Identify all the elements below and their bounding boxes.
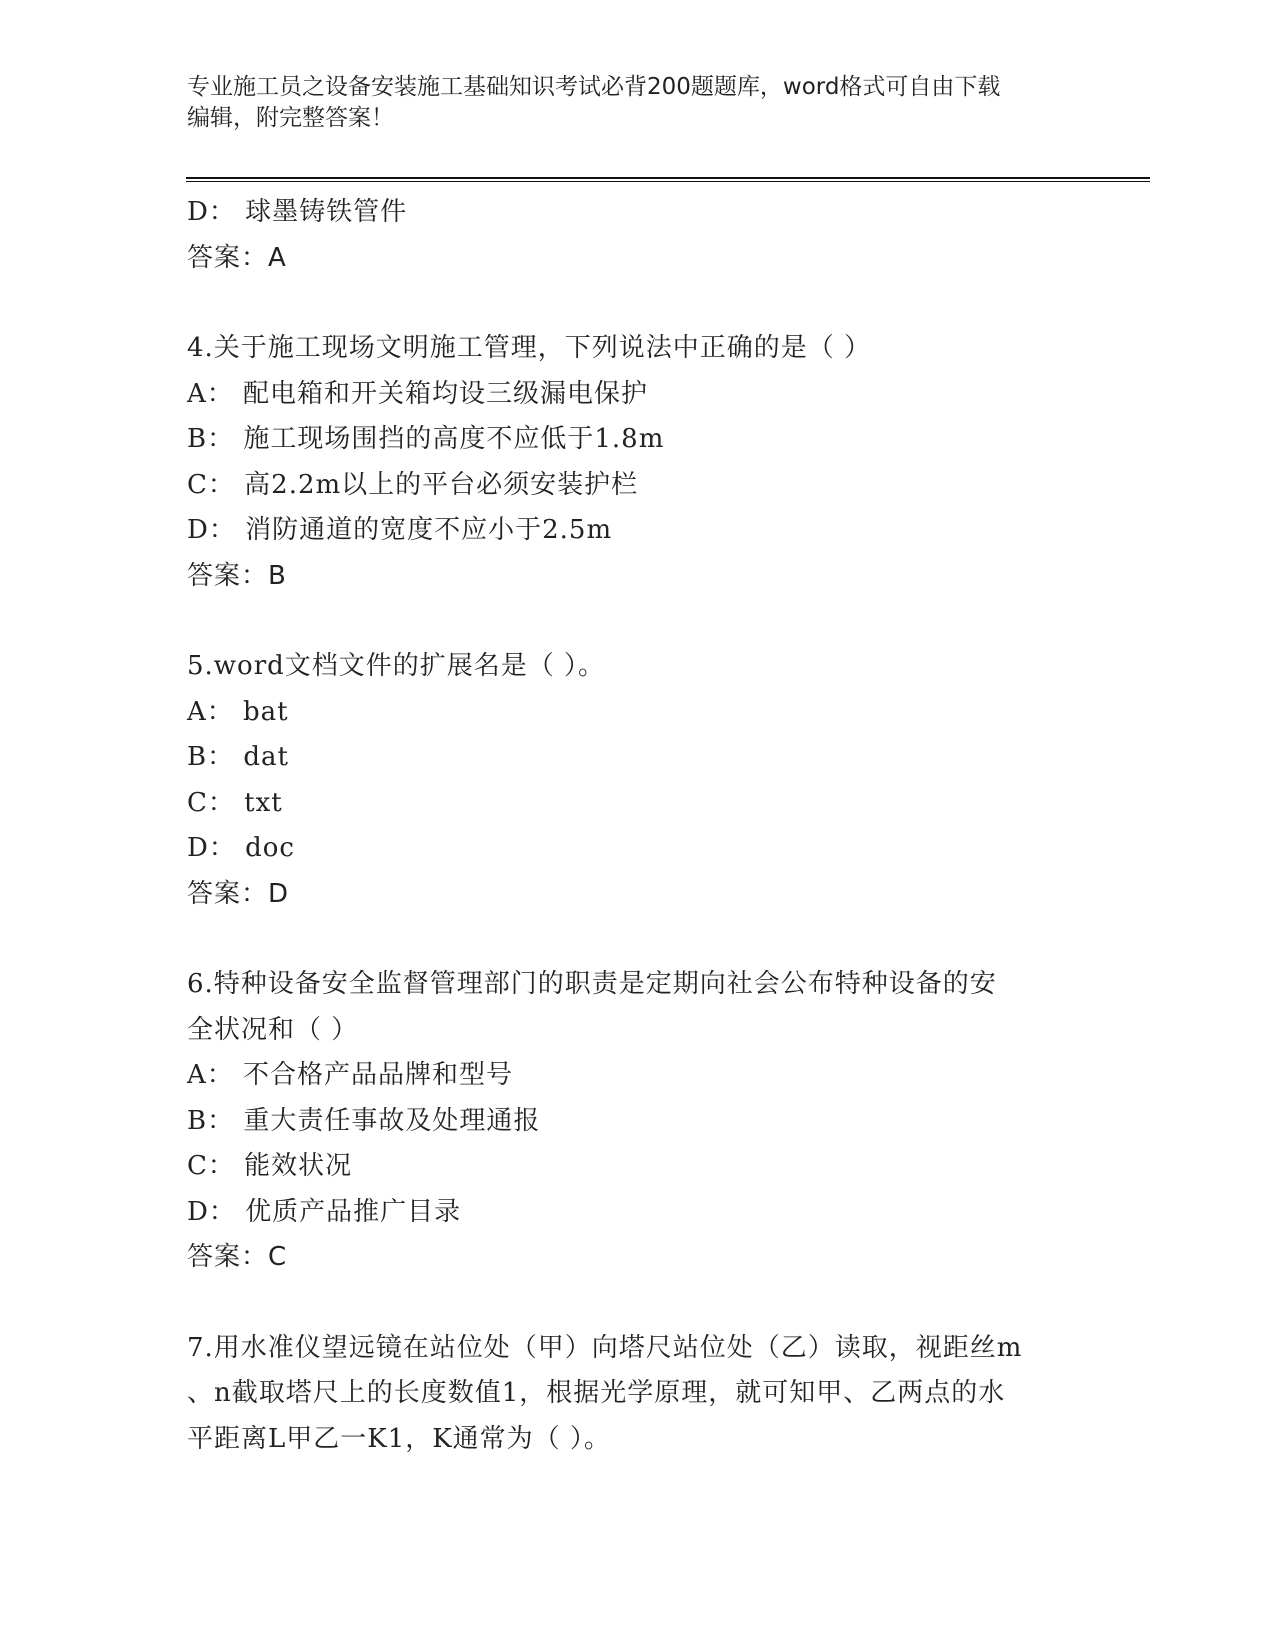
option-d: D： 消防通道的宽度不应小于2.5m xyxy=(187,515,613,545)
option-c: C： 高2.2m以上的平台必须安装护栏 xyxy=(187,469,639,500)
answer-line: 答案：A xyxy=(187,242,287,273)
question-stem-line-1: 7.用水准仪望远镜在站位处（甲）向塔尺站位处（乙）读取，视距丝m xyxy=(187,1332,1023,1363)
question-stem: 5.word文档文件的扩展名是（ ）。 xyxy=(187,651,606,681)
question-4 xyxy=(187,326,1087,599)
previous-question-tail xyxy=(187,190,1087,281)
document-body xyxy=(187,190,1087,1462)
option-d: D： 球墨铸铁管件 xyxy=(187,197,408,227)
option-a: A： bat xyxy=(187,696,289,727)
option-a: A： 不合格产品品牌和型号 xyxy=(187,1060,514,1090)
header-title-line-1: 专业施工员之设备安装施工基础知识考试必背200题题库，word格式可自由下载 xyxy=(187,74,1001,100)
question-stem-line-3: 平距离L甲乙一K1，K通常为（ ）。 xyxy=(187,1423,611,1454)
option-a: A： 配电箱和开关箱均设三级漏电保护 xyxy=(187,378,649,409)
question-stem-line-2: 全状况和（ ） xyxy=(187,1014,359,1045)
question-7 xyxy=(187,1326,1087,1463)
option-b: B： 重大责任事故及处理通报 xyxy=(187,1105,541,1136)
question-5 xyxy=(187,644,1087,917)
question-6 xyxy=(187,962,1087,1281)
option-d: D： 优质产品推广目录 xyxy=(187,1196,462,1227)
answer-line: 答案：D xyxy=(187,878,290,909)
option-c: C： 能效状况 xyxy=(187,1151,353,1181)
question-stem-line-1: 6.特种设备安全监督管理部门的职责是定期向社会公布特种设备的安 xyxy=(187,969,997,999)
header-title-line-2: 编辑，附完整答案！ xyxy=(187,105,394,131)
answer-line: 答案：C xyxy=(187,1242,288,1272)
question-stem-line-2: 、n截取塔尺上的长度数值1，根据光学原理，就可知甲、乙两点的水 xyxy=(187,1378,1006,1408)
option-d: D： doc xyxy=(187,833,295,863)
header-divider xyxy=(186,177,1150,182)
option-b: B： dat xyxy=(187,742,289,772)
answer-line: 答案：B xyxy=(187,560,287,591)
page-header xyxy=(187,72,1067,134)
question-stem: 4.关于施工现场文明施工管理，下列说法中正确的是（ ） xyxy=(187,333,872,363)
option-c: C： txt xyxy=(187,787,283,818)
option-b: B： 施工现场围挡的高度不应低于1.8m xyxy=(187,424,665,454)
